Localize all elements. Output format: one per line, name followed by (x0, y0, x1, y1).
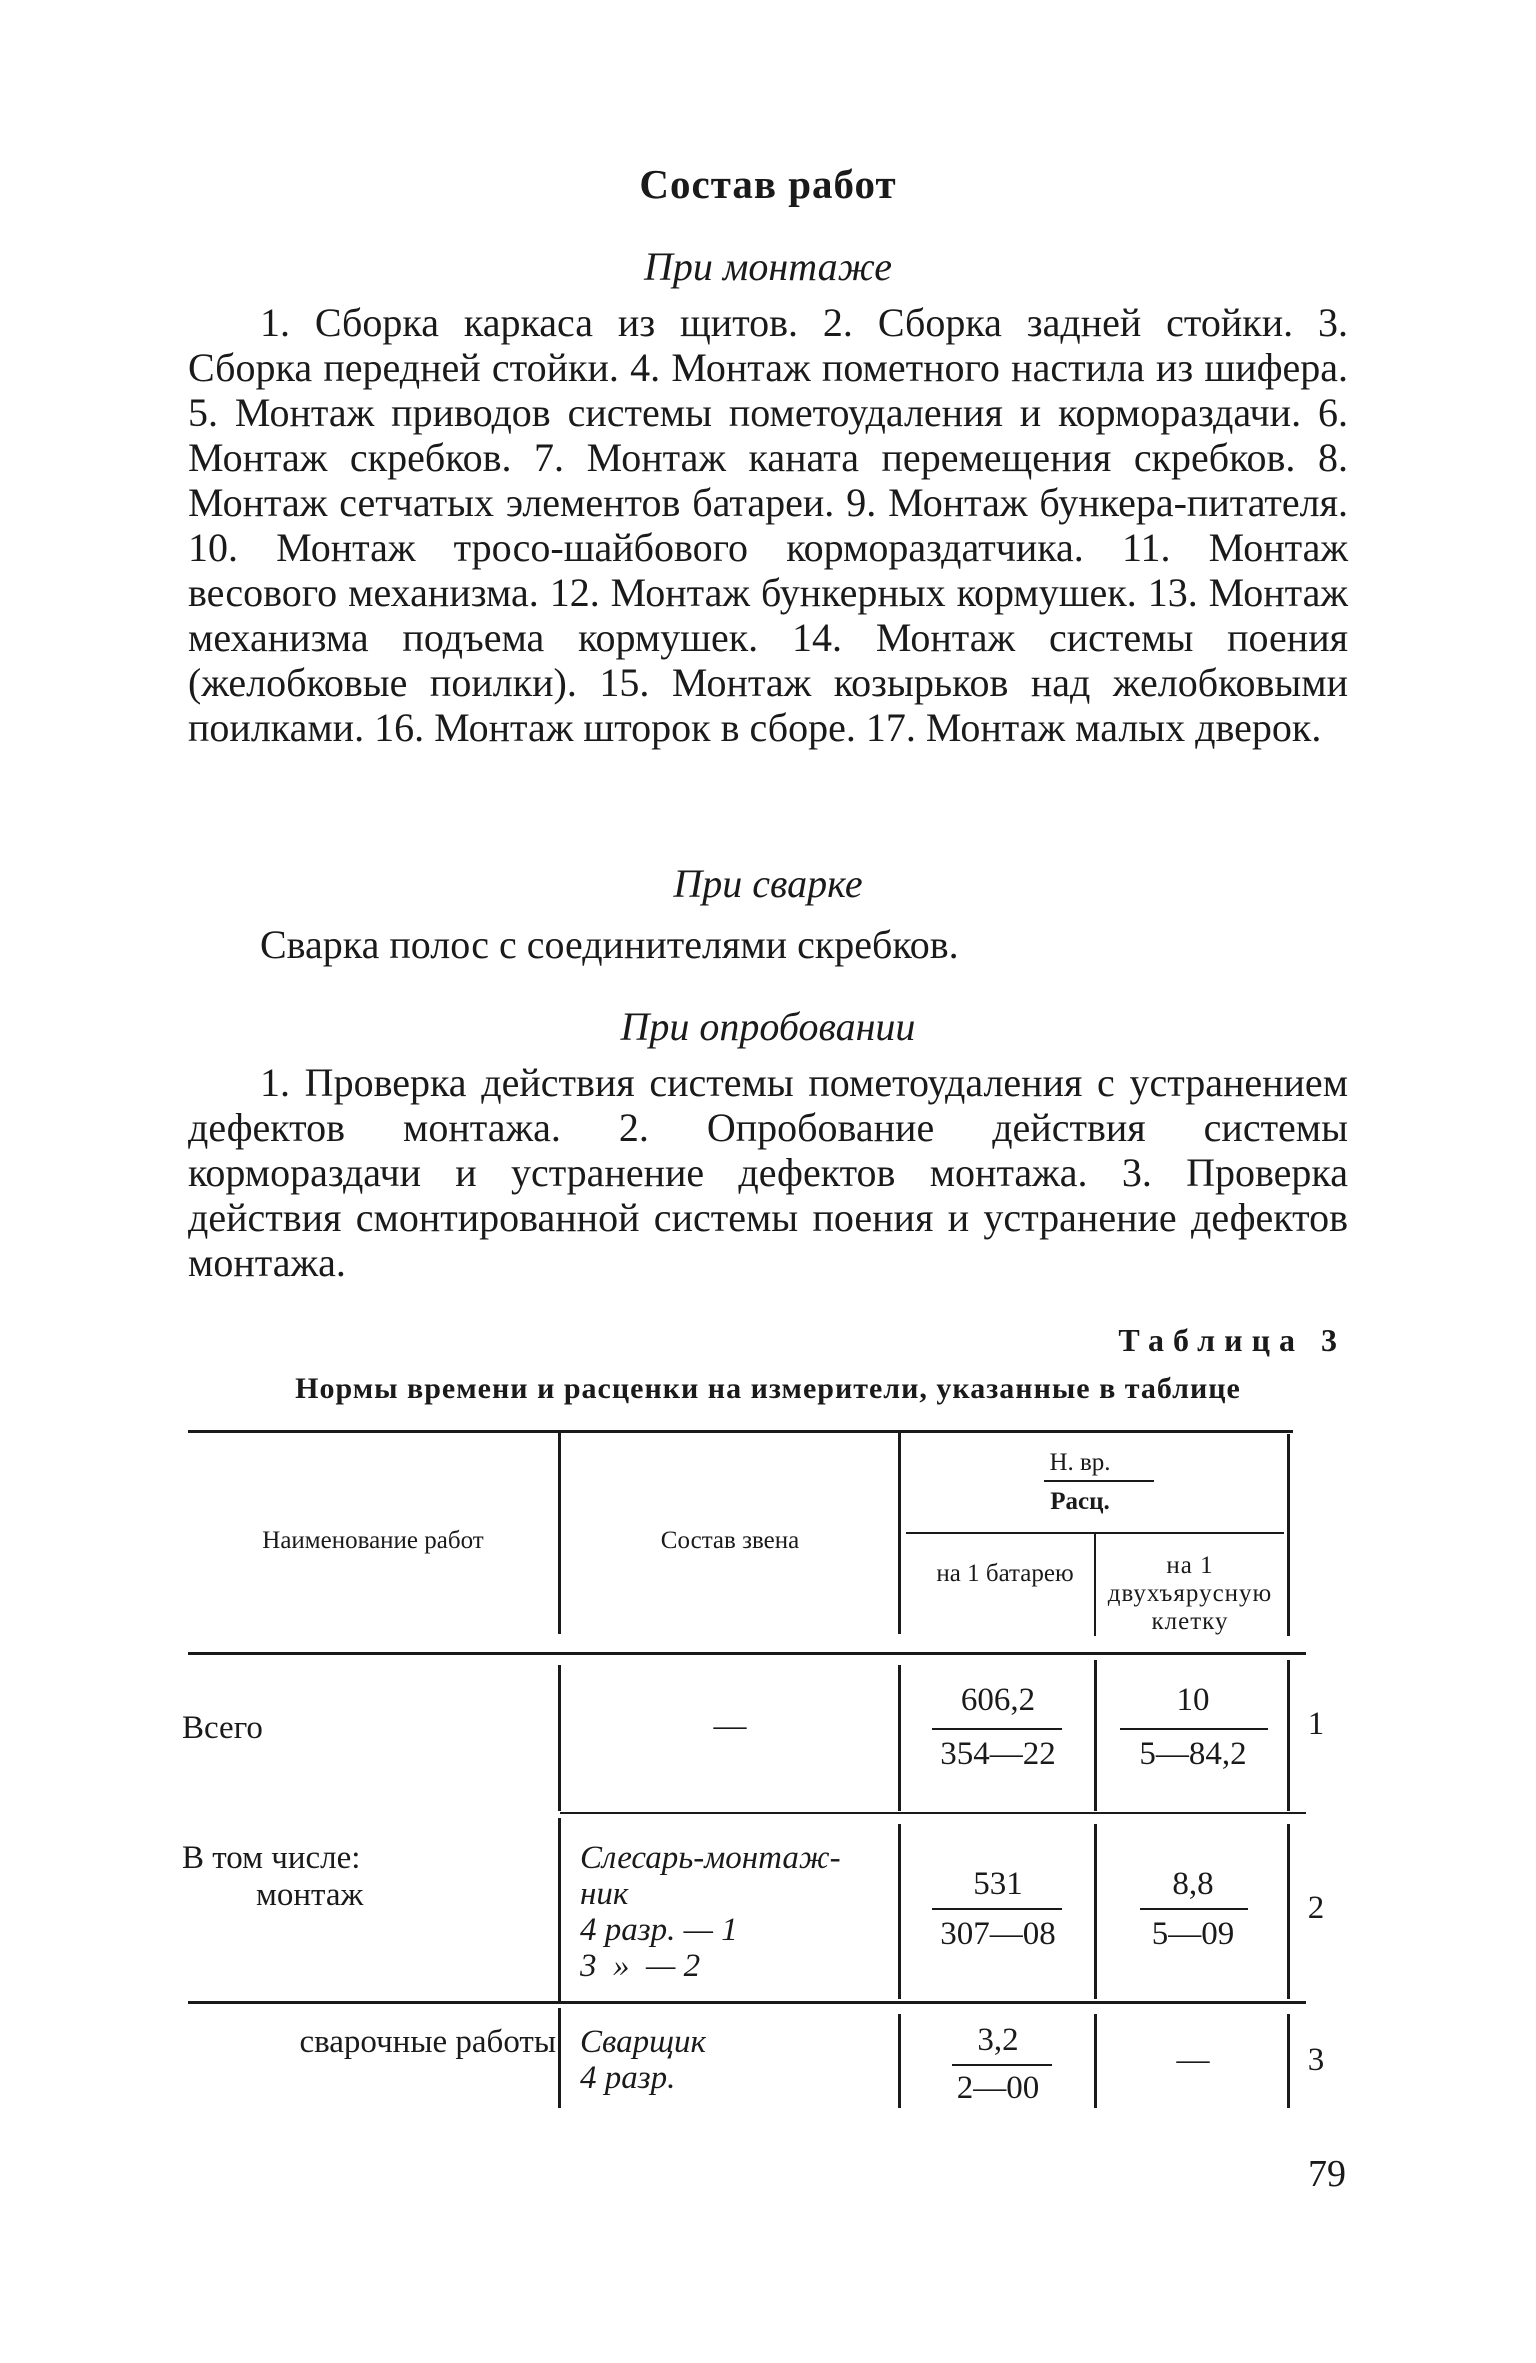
header-norm-fraction-line (1044, 1480, 1154, 1482)
page-title: Состав работ (639, 161, 897, 207)
vrule-1-row3 (558, 2008, 561, 2108)
row2-battery-top: 531 (973, 1866, 1023, 1902)
vrule-3-row2 (1094, 1824, 1097, 1999)
row3-battery-fraction-line (952, 2064, 1052, 2066)
row3-index: 3 (1307, 2042, 1325, 2078)
row2-battery-bottom: 307—08 (940, 1916, 1056, 1952)
header-per-battery: на 1 батарею (936, 1560, 1074, 1587)
vrule-4-row2 (1287, 1824, 1290, 1999)
row2-crew-line3: 4 разр. — 1 (580, 1912, 738, 1948)
row2-crew-line4: 3 » — 2 (580, 1948, 701, 1984)
table-caption: Таблица 3 (1118, 1322, 1346, 1358)
vrule-3-header (1094, 1534, 1096, 1636)
section-heading-welding: При сварке (673, 861, 863, 906)
row3-battery-top: 3,2 (977, 2022, 1019, 2058)
header-crew: Состав звена (660, 1527, 800, 1554)
row3-cage: — (1176, 2042, 1210, 2078)
row3-crew-line2: 4 разр. (580, 2060, 676, 2096)
row2-cage-fraction-line (1140, 1908, 1248, 1910)
row3-crew-line1: Сварщик (580, 2024, 706, 2060)
page-number: 79 (1308, 2153, 1346, 2195)
row2-bottom-rule (188, 2001, 1306, 2004)
row1-cage-bottom: 5—84,2 (1139, 1736, 1247, 1772)
row1-bottom-rule (560, 1812, 1306, 1814)
row1-battery-fraction-line (932, 1728, 1062, 1730)
row1-cage-fraction-line (1120, 1728, 1268, 1730)
row1-battery-bottom: 354—22 (940, 1736, 1056, 1772)
section-heading-testing: При опробовании (620, 1004, 916, 1049)
table-description: Нормы времени и расценки на измерители, указанные в таблице (295, 1372, 1241, 1405)
row2-battery-fraction-line (932, 1908, 1062, 1910)
header-work-name: Наименование работ (262, 1527, 484, 1554)
section-text-welding: Сварка полос с соединителями скребков. (260, 922, 959, 967)
header-per-cage: на 1 двухъярусную клетку (1107, 1552, 1273, 1635)
header-bottom-rule (188, 1652, 1306, 1655)
section-text-testing: 1. Проверка действия системы пометоудаления с устранением дефектов монтажа. 2. Опробование действия системы кормораздачи и устранение дефектов монтажа. 3. Проверка действия смонтированной системы поения и устранение дефектов монтажа. (188, 1060, 1348, 1285)
vrule-4-header (1287, 1434, 1290, 1636)
row2-cage-bottom: 5—09 (1151, 1916, 1235, 1952)
row2-index: 2 (1307, 1890, 1325, 1926)
row1-cage-top: 10 (1176, 1682, 1210, 1718)
row3-battery-bottom: 2—00 (956, 2070, 1040, 2106)
section-heading-mounting: При монтаже (643, 244, 893, 289)
row1-index: 1 (1307, 1706, 1325, 1742)
row2-name-line1: В том числе: (182, 1840, 361, 1876)
row3-name: сварочные работы (299, 2024, 556, 2060)
section-text-mounting: 1. Сборка каркаса из щитов. 2. Сборка задней стойки. 3. Сборка передней стойки. 4. Монтаж пометного настила из шифера. 5. Монтаж приводов системы пометоудаления и кормораздачи. 6. Монтаж скребков. 7. Монтаж каната перемещения скребков. 8. Монтаж сетчатых элементов батареи. 9. Монтаж бункера-питателя. 10. Монтаж тросо-шайбового кормораздатчика. 11. Монтаж весового механизма. 12. Монтаж бункерных кормушек. 13. Монтаж механизма подъема кормушек. 14. Монтаж системы поения (желобковые поилки). 15. Монтаж козырьков над желобковыми поилками. 16. Монтаж шторок в сборе. 17. Монтаж малых дверок. (188, 300, 1348, 750)
row1-crew: — (713, 1708, 747, 1744)
vrule-1-header (558, 1432, 561, 1634)
header-norm-bottom: Расц. (1050, 1488, 1110, 1515)
row2-name-line2: монтаж (256, 1877, 364, 1913)
vrule-1-row2 (558, 1818, 561, 2003)
header-norm-top: Н. вр. (1049, 1449, 1111, 1476)
vrule-1-row1 (558, 1665, 561, 1811)
table-top-rule (188, 1430, 1293, 1433)
row2-crew-line1: Слесарь-монтаж- (580, 1840, 841, 1876)
vrule-2-row1 (898, 1665, 901, 1811)
vrule-2-header (898, 1432, 901, 1634)
row2-crew-line2: ник (580, 1876, 629, 1912)
vrule-3-row3 (1094, 2014, 1097, 2108)
row1-battery-top: 606,2 (960, 1682, 1036, 1718)
row2-cage-top: 8,8 (1172, 1866, 1214, 1902)
vrule-3-row1 (1094, 1660, 1097, 1811)
row1-name: Всего (182, 1710, 263, 1746)
